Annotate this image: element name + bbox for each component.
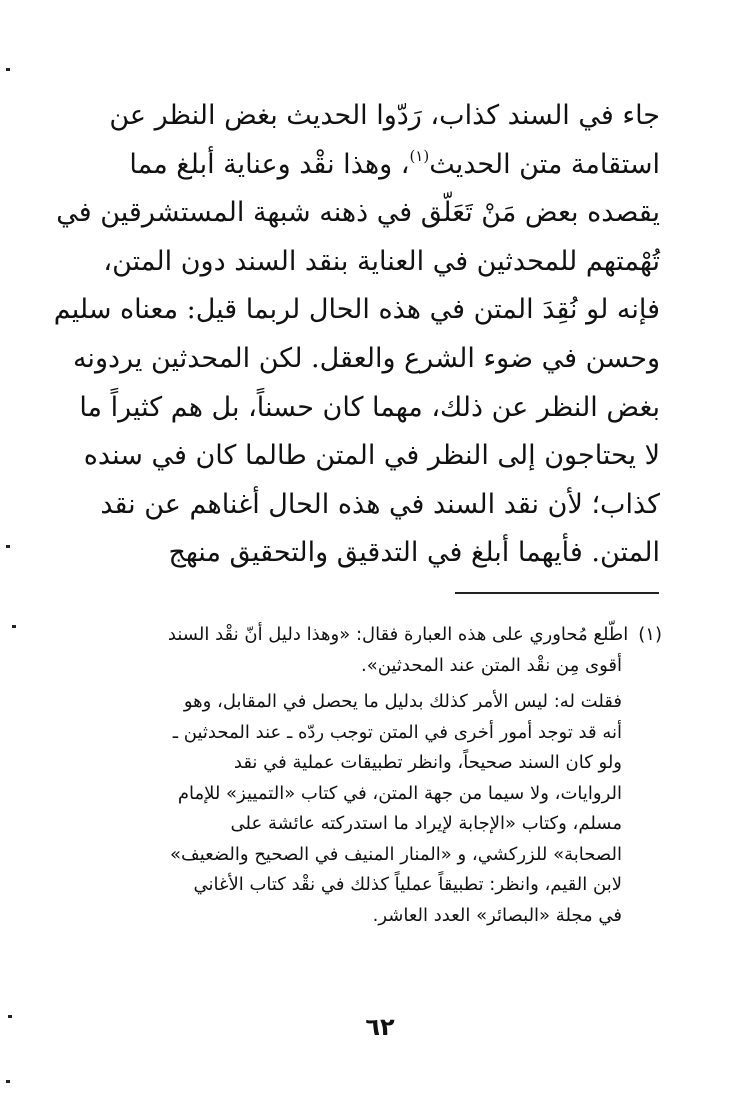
footnote-line: ولو كان السند صحيحاً، وانظر تطبيقات عملية في نقد: [233, 752, 622, 773]
body-line: فإنه لو نُقِدَ المتن في هذه الحال لربما قيل: معناه سليم: [53, 294, 660, 326]
footnote-line: الروايات، ولا سيما من جهة المتن، في كتاب «التمييز» للإمام: [177, 782, 622, 804]
footnote-line: لابن القيم، وانظر: تطبيقاً عملياً كذلك في نقْد كتاب الأغاني: [193, 874, 622, 895]
footnote-line: فقلت له: ليس الأمر كذلك بدليل ما يحصل في المقابل، وهو: [183, 691, 622, 712]
footnote-line: [108, 620, 662, 651]
body-line: يقصده بعض مَنْ تَعَلّق في ذهنه شبهة المستشرقين في: [56, 197, 660, 229]
footnote-number: (١): [638, 624, 662, 645]
margin-mark: [12, 625, 16, 628]
body-line: [108, 141, 660, 190]
footnote-line: مسلم، وكتاب «الإجابة لإيراد ما استدركته عائشة على: [230, 813, 622, 834]
body-line: وحسن في ضوء الشرع والعقل. لكن المحدثين يردونه: [72, 342, 660, 374]
body-text: [53, 92, 660, 578]
margin-mark: [6, 545, 10, 548]
margin-mark: [6, 1080, 10, 1083]
body-line: بغض النظر عن ذلك، مهما كان حسناً، بل هم كثيراً ما: [79, 391, 660, 423]
body-line: تُهْمتهم للمحدثين في العناية بنقد السند دون المتن،: [103, 245, 660, 277]
body-line: المتن. فأيهما أبلغ في التدقيق والتحقيق منهج: [168, 537, 660, 569]
page-number: ٦٢: [365, 1013, 395, 1041]
footnote-reference[interactable]: (١): [409, 146, 430, 165]
footnote-line: أنه قد توجد أمور أخرى في المتن توجب ردّه ـ عند المحدثين ـ: [172, 721, 622, 743]
body-line-part: ، وهذا نقْد وعناية أبلغ مما: [129, 148, 410, 180]
footnote-line: الصحابة» للزركشي، و «المنار المنيف في الصحيح والضعيف»: [170, 843, 622, 865]
footnote-line: في مجلة «البصائر» العدد العاشر.: [372, 904, 622, 926]
body-line-part: استقامة متن الحديث: [429, 148, 660, 180]
footnote-text: اطّلع مُحاوري على هذه العبارة فقال: «وهذا دليل أنّ نقْد السند: [167, 624, 629, 645]
footnote-separator: [455, 592, 659, 594]
body-line: كذاب؛ لأن نقد السند في هذه الحال أغناهم عن نقد: [100, 488, 660, 520]
body-line: جاء في السند كذاب، رَدّوا الحديث بغض النظر عن: [109, 100, 660, 131]
footnote-line: أقوى مِن نقْد المتن عند المحدثين».: [361, 654, 622, 676]
body-line: لا يحتاجون إلى النظر في المتن طالما كان في سنده: [83, 440, 660, 472]
footnotes-section: [108, 620, 662, 931]
margin-mark: [6, 68, 10, 71]
margin-mark: [8, 1015, 12, 1018]
